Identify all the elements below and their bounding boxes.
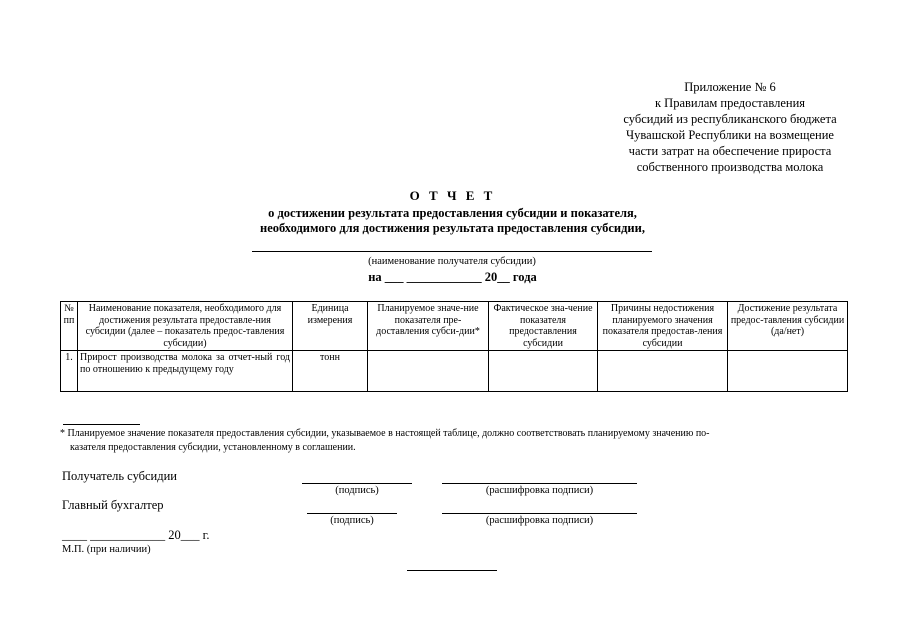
cell-unit: тонн [293, 351, 368, 392]
accountant-signature-caption: (подпись) [330, 515, 374, 526]
header-planned-value: Планируемое значе-ние показателя пре-доставления субси-дии* [368, 302, 489, 351]
recipient-label: Получатель субсидии [62, 469, 177, 483]
cell-num: 1. [61, 351, 78, 392]
header-actual-value: Фактическое зна-чение показателя предоставления субсидии [489, 302, 598, 351]
header-unit: Единица измерения [293, 302, 368, 351]
accountant-decoding-caption: (расшифровка подписи) [485, 515, 594, 526]
recipient-decoding-caption: (расшифровка подписи) [485, 485, 594, 496]
appendix-line: к Правилам предоставления [654, 96, 806, 110]
footnote [60, 427, 847, 455]
cell-planned-value[interactable] [368, 351, 489, 392]
report-subtitle [150, 206, 755, 236]
header-achievement: Достижение результата предос-тавления субсидии (да/нет) [728, 302, 848, 351]
accountant-decoding-line[interactable] [442, 513, 637, 514]
recipient-decoding-line[interactable] [442, 483, 637, 484]
cell-achievement[interactable] [728, 351, 848, 392]
table-header-row [61, 302, 848, 351]
appendix-header [590, 79, 870, 175]
accountant-signature-line[interactable] [307, 513, 397, 514]
recipient-signature-caption: (подпись) [335, 485, 379, 496]
cell-reasons[interactable] [598, 351, 728, 392]
footnote-line-1: * Планируемое значение показателя предоставления субсидии, указываемое в настоящей таблице, должно соответствовать планируемому значению по- [60, 428, 710, 439]
header-reasons: Причины недостижения планируемого значения показателя предостав-ления субсидии [598, 302, 728, 351]
subtitle-line-2: необходимого для достижения результата предоставления субсидии, [260, 221, 645, 235]
footnote-separator [63, 424, 140, 425]
appendix-line: Чувашской Республики на возмещение [626, 128, 834, 142]
cell-actual-value[interactable] [489, 351, 598, 392]
footnote-line-2: казателя предоставления субсидии, установленному в соглашении. [70, 442, 356, 453]
appendix-line: Приложение № 6 [684, 80, 776, 94]
report-title: О Т Ч Е Т [409, 188, 496, 203]
report-table [60, 301, 848, 392]
page-bottom-line [407, 570, 497, 571]
header-indicator-name: Наименование показателя, необходимого для достижения результата предоставле-ния субсидии (далее – показатель предос-тавления субсидии) [78, 302, 293, 351]
appendix-line: собственного производства молока [636, 160, 824, 174]
recipient-signature-line[interactable] [302, 483, 412, 484]
recipient-name-line[interactable] [252, 251, 652, 252]
stamp-label: М.П. (при наличии) [62, 544, 151, 555]
report-period[interactable]: на ___ ____________ 20__ года [368, 270, 537, 284]
table-row [61, 351, 848, 392]
appendix-line: части затрат на обеспечение прироста [628, 144, 832, 158]
subtitle-line-1: о достижении результата предоставления субсидии и показателя, [268, 206, 637, 220]
accountant-label: Главный бухгалтер [62, 498, 164, 512]
appendix-line: субсидий из республиканского бюджета [623, 112, 837, 126]
recipient-caption: (наименование получателя субсидии) [368, 256, 536, 267]
header-num: № пп [61, 302, 78, 351]
date-line[interactable]: ____ ____________ 20___ г. [62, 528, 210, 542]
cell-indicator-name: Прирост производства молока за отчет-ный год по отношению к предыдущему году [78, 351, 293, 392]
